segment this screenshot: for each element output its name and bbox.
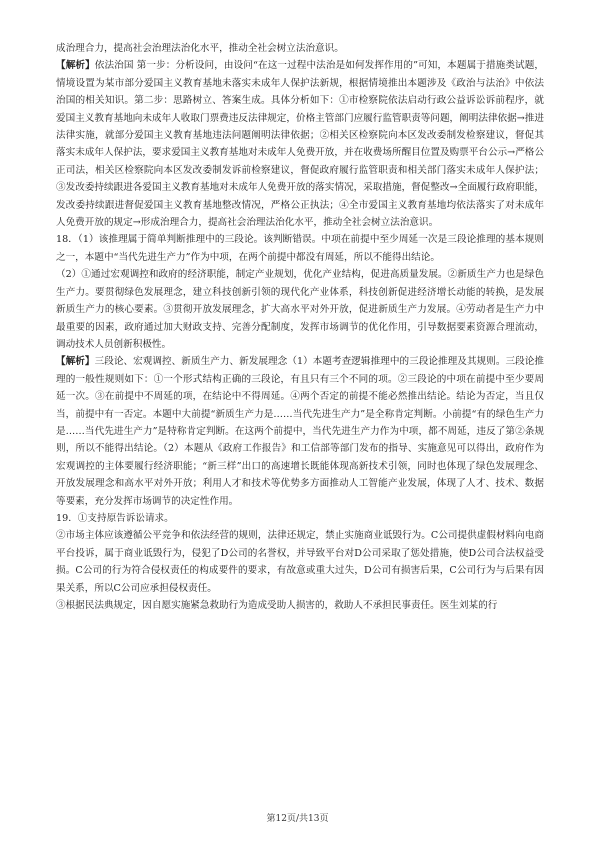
analysis-tag: 【解析】 xyxy=(56,356,95,368)
paragraph-1: 成治理合力，提高社会治理法治化水平，推动全社会树立法治意识。 xyxy=(56,43,344,54)
paragraph-6: 19．①支持原告诉讼请求。 xyxy=(56,512,174,524)
page-footer: 第12页/共13页 xyxy=(266,814,329,824)
paragraph-5: 【解析】三段论、宏观调控、新质生产力、新发展理念（1）本题考查逻辑推理中的三段论推理及其规则。三段论推理的一般性规则如下：①一个形式结构正确的三段论，有且只有三个不同的项。②三段论的中项在前提中至少要周延一次。③在前提中不周延的项，在结论中不得周延。④两个否定的前提不能必然推出结论。结论为否定，当且仅当，前提中有一否定。本题中大前提“新质生产力是……当代先进生产力”是全称肯定判断。小前提“有的绿色生产力是……当代先进生产力”是特称肯定判断。在这两个前提中，当代先进生产力作为中项，都不周延，违反了第②条规则，所以不能得出结论。（2）本题从《政府工作报告》和工信部等部门发布的指导、实施意见可以得出，政府作为宏观调控的主体要履行经济职能；“新三样”出口的高速增长既能体现高新技术引领，同时也体现了绿色发展理念、开放发展理念和高水平对外开放；利用人才和技术等优势多方面推动人工智能产业发展，体现了人才、技术、数据等要素，充分发挥市场调节的决定性作用。 xyxy=(56,356,545,507)
paragraph-8: ③根据民法典规定，因自愿实施紧急救助行为造成受助人损害的，救助人不承担民事责任。医生刘某的行 xyxy=(56,600,498,611)
paragraph-3: 18．（1）该推理属于简单判断推理中的三段论。该判断错误。中项在前提中至少周延一次是三段论推理的基本规则之一，本题中“当代先进生产力”作为中项，在两个前提中都没有周延，所以不能得出结论。 xyxy=(56,234,544,263)
paragraph-4: （2）①通过宏观调控和政府的经济职能，制定产业规划，优化产业结构，促进高质量发展。②新质生产力也是绿色生产力。要贯彻绿色发展理念，建立科技创新引领的现代化产业体系，科技创新促进经济增长动能的转换，是发展新质生产力的核心要素。③贯彻开放发展理念，扩大高水平对外开放，促进新质生产力发展。④劳动者是生产力中最重要的因素，政府通过加大财政支持、完善分配制度，发挥市场调节的优化作用，引导数据要素资源合理流动，调动技术人员创新积极性。 xyxy=(56,269,544,350)
document-body xyxy=(56,40,544,614)
paragraph-7: ②市场主体应该遵循公平竞争和依法经营的规则，法律还规定，禁止实施商业诋毁行为。C公司提供虚假材料向电商平台投诉，属于商业诋毁行为，侵犯了D公司的名誉权，并导致平台对D公司采取了惩处措施，使D公司合法权益受损。C公司的行为符合侵权责任的构成要件的要求，有故意或重大过失，D公司有损害后果，C公司行为与后果有因果关系，所以C公司应承担侵权责任。 xyxy=(56,530,544,594)
paragraph-2: 【解析】依法治国 第一步：分析设问，由设问“在这一过程中法治是如何发挥作用的”可知，本题属于措施类试题，情境设置为某市部分爱国主义教育基地未落实未成年人保护法新规，根据情境推出本题涉及《政治与法治》中依法治国的相关知识。第二步：思路树立、答案生成。具体分析如下：①市检察院依法启动行政公益诉讼诉前程序，就爱国主义教育基地向未成年人收取门票费违反法律规定，价格主管部门应履行监管职责等问题，阐明法律依据→推进法律实施，就部分爱国主义教育基地违法问题阐明法律依据；②相关区检察院向本区发改委制发检察建议，督促其落实未成年人保护法，要求爱国主义教育基地对未成年人免费开放，并在收费场所醒目位置及购票平台公示→严格公正司法，相关区检察院向本区发改委制发诉前检察建议，督促政府履行监管职责和相关部门落实未成年人保护法；③发改委持续跟进各爱国主义教育基地对未成年人免费开放的落实情况，采取措施，督促整改→全面履行政府职能，发改委持续跟进督促爱国主义教育基地整改情况，严格公正执法；④全市爱国主义教育基地均依法落实了对未成年人免费开放的规定→形成治理合力，提高社会治理法治化水平，推动全社会树立法治意识。 xyxy=(56,60,545,229)
analysis-tag: 【解析】 xyxy=(56,60,95,72)
